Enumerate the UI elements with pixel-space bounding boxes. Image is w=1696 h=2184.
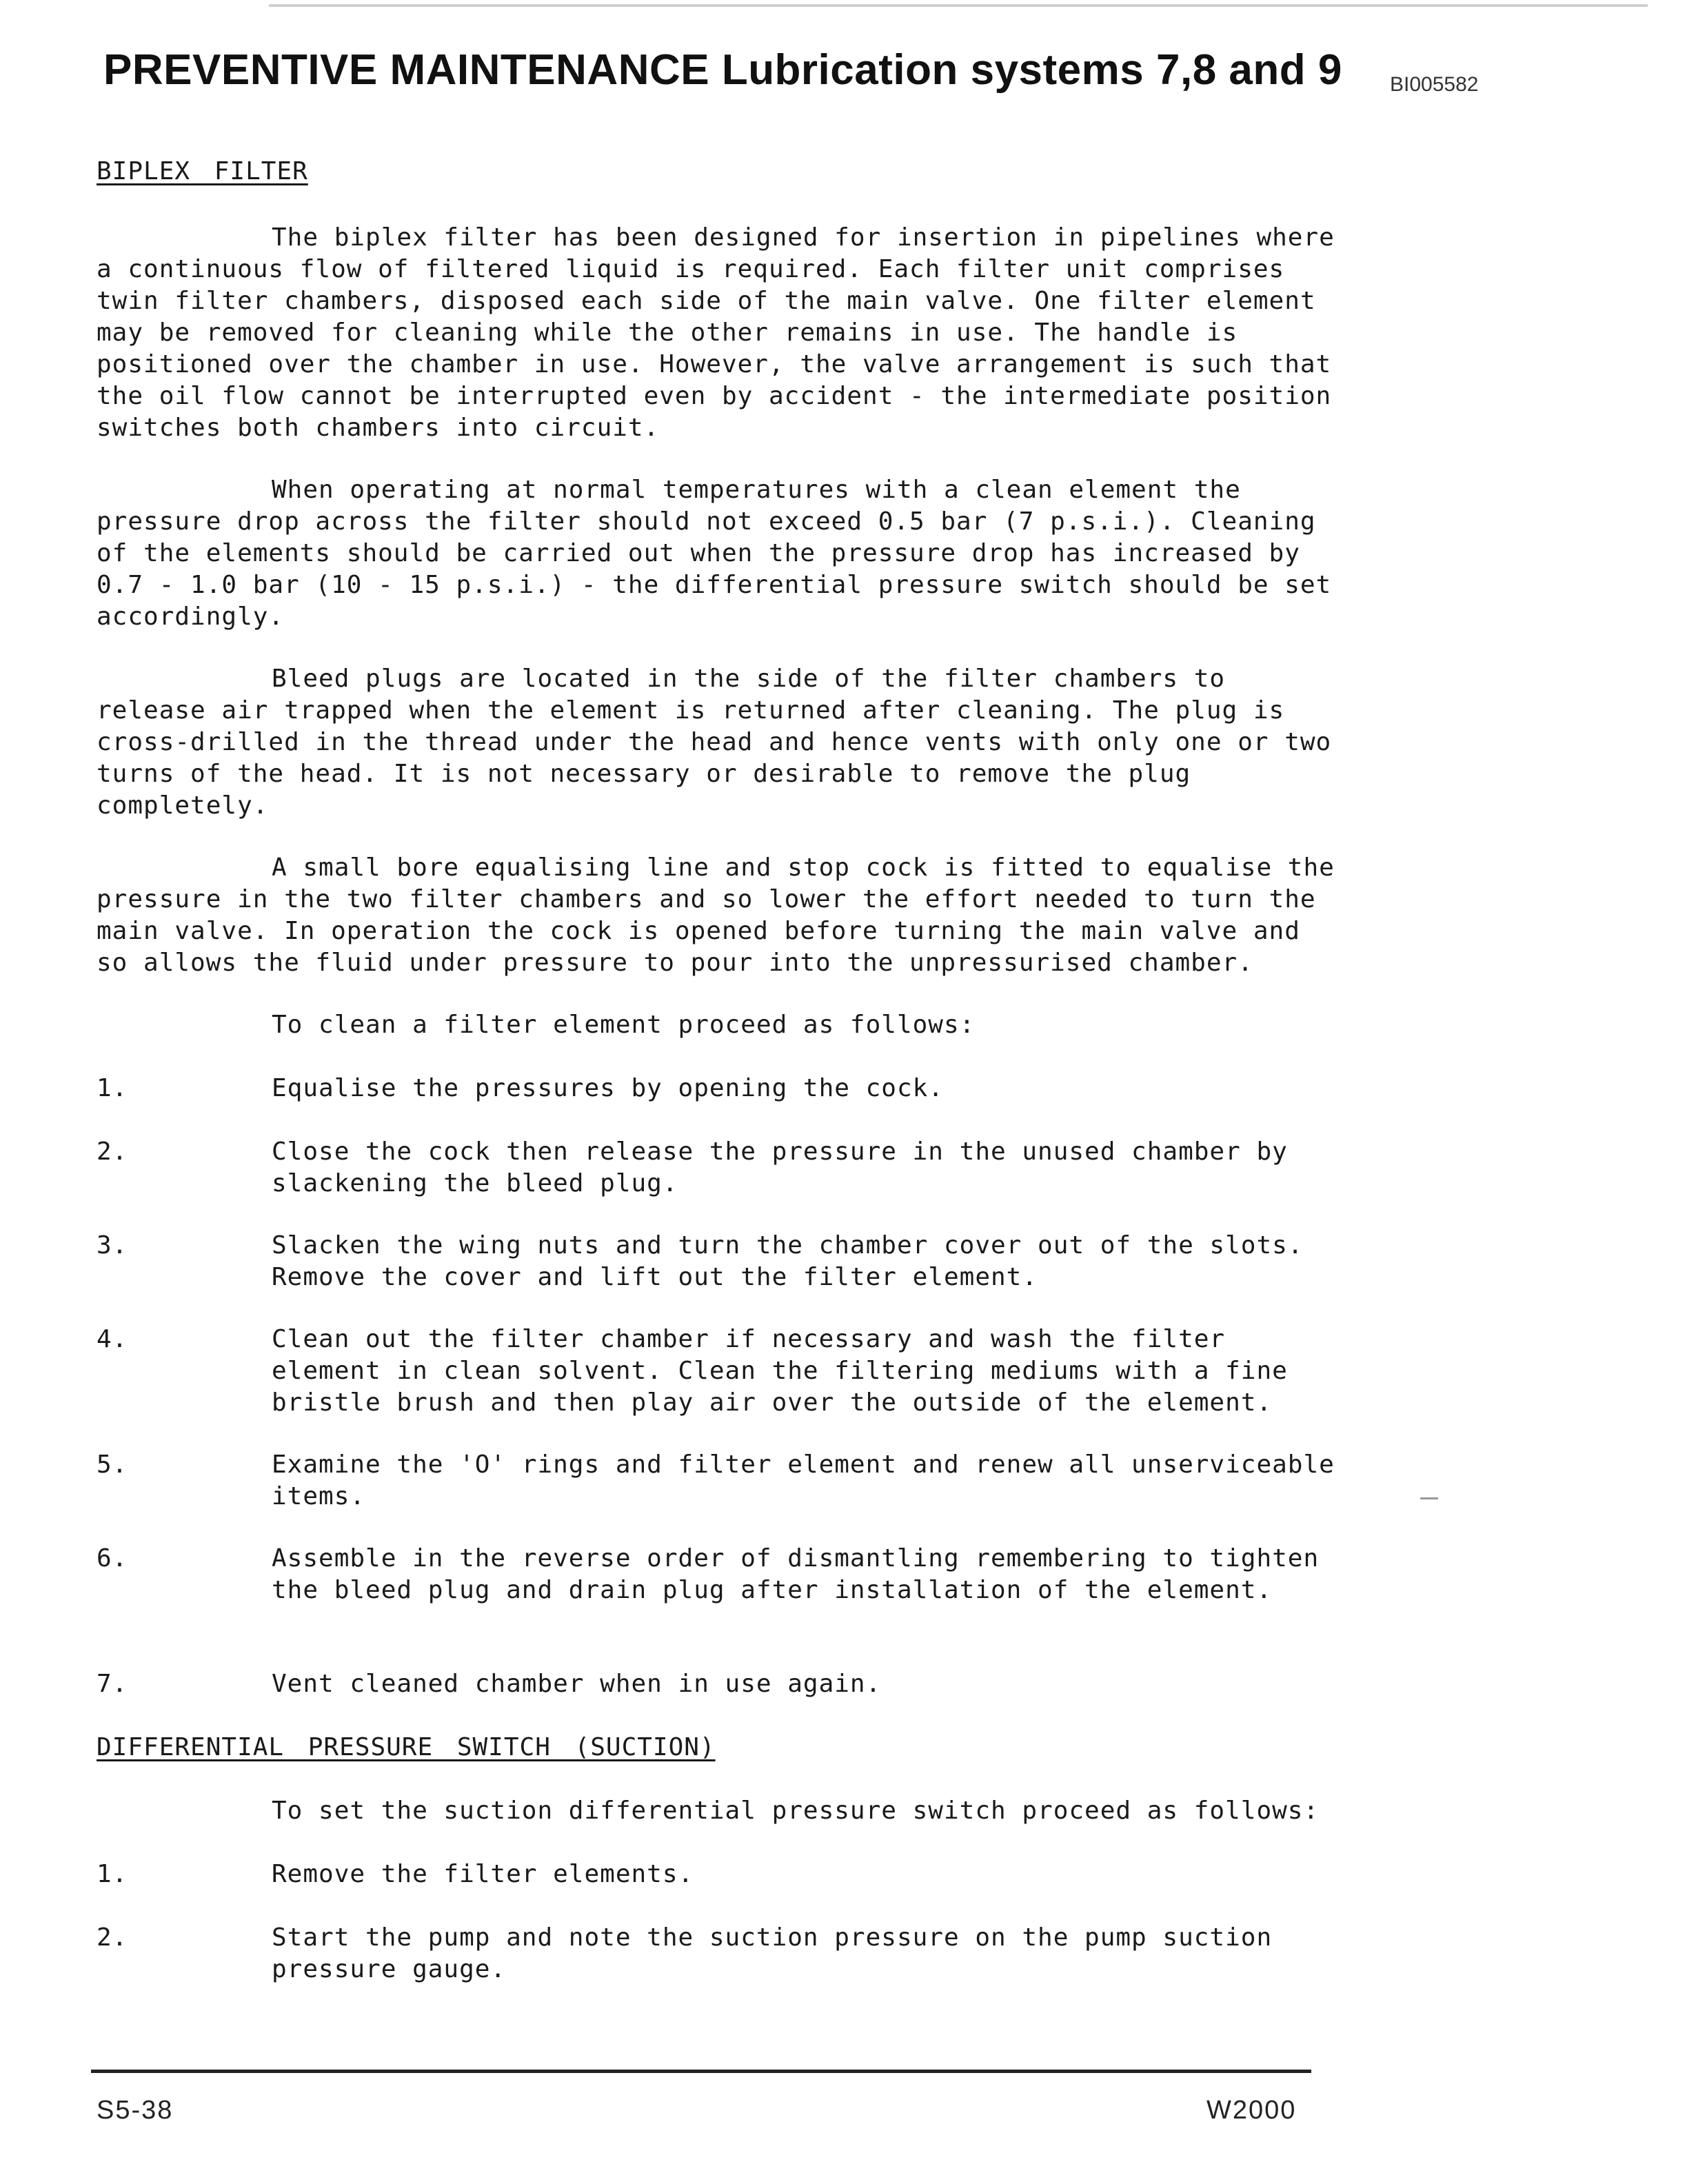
- step-number: 1.: [97, 1074, 128, 1102]
- paragraph: The biplex filter has been designed for insertion in pipelines where a continuous flow of filtered liquid is required. Each filter unit comprises twin filter chambers, disposed each side of the main valve. One filter element may be removed for cleaning while the other remains in use. The handle is positioned over the chamber in use. However, the valve arrangement is such that the oil flow cannot be interrupted even by accident - the intermediate position switches both chambers into circuit.: [97, 223, 1335, 442]
- top-rule: [269, 4, 1648, 7]
- model-reference: W2000: [1207, 2096, 1297, 2125]
- step-number: 1.: [97, 1860, 128, 1888]
- step-text: Clean out the filter chamber if necessary and wash the filter element in clean solvent. Clean the filtering mediums with a fine bristle brush and then play air over the outside of the element.: [272, 1325, 1288, 1417]
- step-number: 4.: [97, 1325, 128, 1353]
- page-reference: S5-38: [97, 2096, 174, 2125]
- step-number: 7.: [97, 1670, 128, 1698]
- section-heading-differential-pressure-switch: DIFFERENTIAL PRESSURE SWITCH (SUCTION): [97, 1733, 716, 1761]
- paragraph: A small bore equalising line and stop cock is fitted to equalise the pressure in the two filter chambers and so lower the effort needed to turn the main valve. In operation the cock is opened before turning the main valve and so allows the fluid under pressure to pour into the unpressurised chamber.: [97, 853, 1335, 977]
- footer-divider: [91, 2070, 1311, 2073]
- step-text: Remove the filter elements.: [272, 1860, 694, 1888]
- paragraph: Bleed plugs are located in the side of the filter chambers to release air trapped when the element is returned after cleaning. The plug is cross-drilled in the thread under the head and hence vents with only one or two turns of the head. It is not necessary or desirable to remove the plug completely.: [97, 665, 1332, 820]
- margin-mark: [1420, 1497, 1438, 1499]
- document-id: BI005582: [1390, 73, 1479, 96]
- step-text: Vent cleaned chamber when in use again.: [272, 1670, 882, 1698]
- step-number: 5.: [97, 1450, 128, 1479]
- section-heading-biplex-filter: BIPLEX FILTER: [97, 157, 308, 185]
- steps-intro: To clean a filter element proceed as follows:: [272, 1011, 976, 1039]
- step-text: Examine the 'O' rings and filter element and renew all unserviceable items.: [272, 1450, 1335, 1510]
- step-number: 2.: [97, 1923, 128, 1952]
- step-text: Start the pump and note the suction pressure on the pump suction pressure gauge.: [272, 1923, 1273, 1983]
- step-text: Close the cock then release the pressure in the unused chamber by slackening the bleed plug.: [272, 1138, 1288, 1197]
- step-text: Assemble in the reverse order of dismantling remembering to tighten the bleed plug and drain plug after installation of the element.: [272, 1544, 1320, 1604]
- page-title: PREVENTIVE MAINTENANCE Lubrication systems 7,8 and 9: [103, 46, 1342, 94]
- paragraph: When operating at normal temperatures with a clean element the pressure drop across the filter should not exceed 0.5 bar (7 p.s.i.). Cleaning of the elements should be carried out when the pressure drop has increased by 0.7 - 1.0 bar (10 - 15 p.s.i.) - the differential pressure switch should be set accordingly.: [97, 476, 1332, 631]
- step-number: 2.: [97, 1138, 128, 1166]
- step-number: 6.: [97, 1544, 128, 1573]
- step-number: 3.: [97, 1231, 128, 1260]
- steps-intro: To set the suction differential pressure switch proceed as follows:: [272, 1797, 1320, 1825]
- step-text: Equalise the pressures by opening the cock.: [272, 1074, 944, 1102]
- step-text: Slacken the wing nuts and turn the chamber cover out of the slots. Remove the cover and lift out the filter element.: [272, 1231, 1304, 1291]
